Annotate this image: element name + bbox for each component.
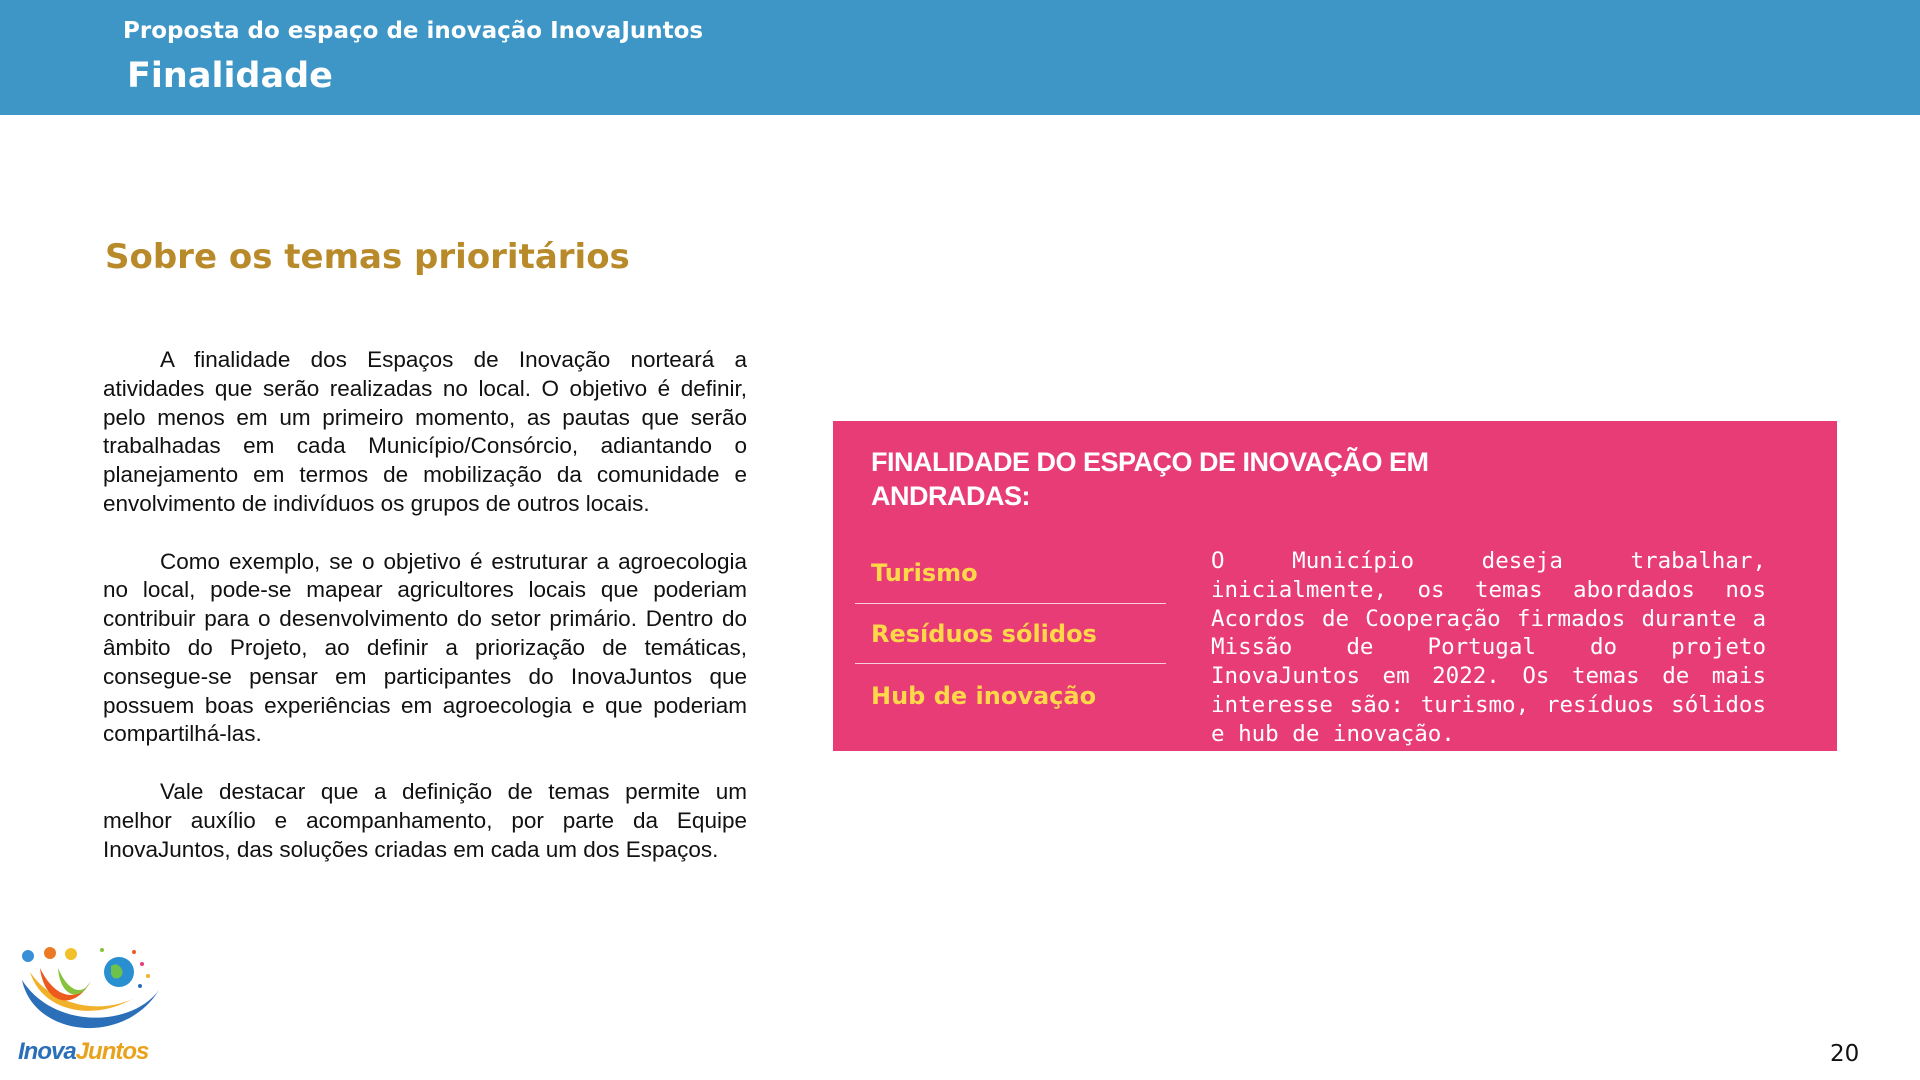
logo-text: InovaJuntos bbox=[18, 1038, 149, 1065]
logo-figure-icon bbox=[14, 942, 164, 1042]
theme-item-hub: Hub de inovação bbox=[871, 682, 1097, 710]
theme-divider bbox=[855, 663, 1166, 664]
body-text bbox=[103, 346, 747, 864]
theme-item-residuos: Resíduos sólidos bbox=[871, 620, 1097, 648]
theme-item-turismo: Turismo bbox=[871, 559, 978, 587]
paragraph-1: A finalidade dos Espaços de Inovação norteará a atividades que serão realizadas no local. O objetivo é definir, pelo menos em um primeiro momento, as pautas que serão trabalhadas em cada Município/Consórcio, adiantando o planejamento em termos de mobilização da comunidade e envolvimento de indivíduos os grupos de outros locais. bbox=[103, 347, 747, 516]
page-number: 20 bbox=[1830, 1041, 1860, 1067]
theme-divider bbox=[855, 603, 1166, 604]
header-bar bbox=[0, 0, 1920, 115]
section-title: Sobre os temas prioritários bbox=[105, 237, 630, 277]
paragraph-3: Vale destacar que a definição de temas permite um melhor auxílio e acompanhamento, por parte da Equipe InovaJuntos, das soluções criadas em cada um dos Espaços. bbox=[103, 778, 747, 862]
header-subtitle: Proposta do espaço de inovação InovaJuntos bbox=[123, 18, 704, 44]
box-description: O Município deseja trabalhar, inicialmente, os temas abordados nos Acordos de Cooperação firmados durante a Missão de Portugal do projeto InovaJuntos em 2022. Os temas de mais interesse são: turismo, resíduos sólidos e hub de inovação. bbox=[1211, 548, 1766, 747]
box-title: FINALIDADE DO ESPAÇO DE INOVAÇÃO EM ANDRADAS: bbox=[871, 447, 1429, 511]
inovajuntos-logo bbox=[14, 942, 164, 1066]
page-title: Finalidade bbox=[127, 56, 333, 96]
paragraph-2: Como exemplo, se o objetivo é estruturar a agroecologia no local, pode-se mapear agricultores locais que poderiam contribuir para o desenvolvimento do setor primário. Dentro do âmbito do Projeto, ao definir a priorização de temáticas, consegue-se pensar em participantes do InovaJuntos que possuem boas experiências em agroecologia e que poderiam compartilhá-las. bbox=[103, 548, 747, 747]
finality-box bbox=[833, 421, 1837, 751]
